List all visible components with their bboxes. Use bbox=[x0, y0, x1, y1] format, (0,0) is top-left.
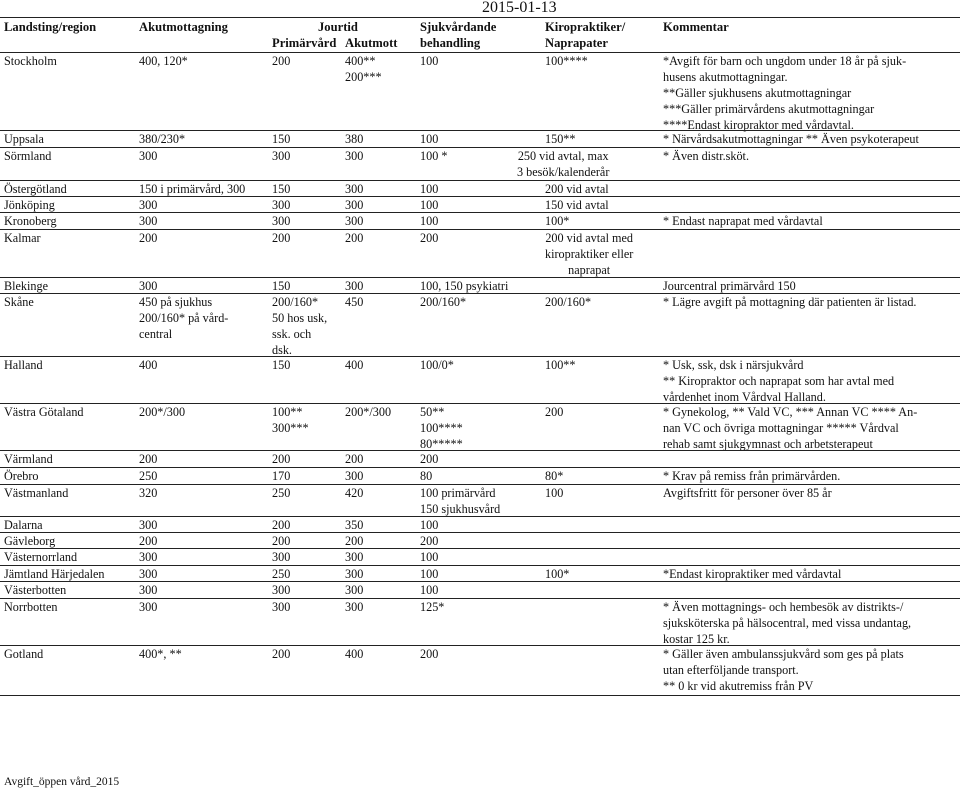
cell-jourtid-primarvard: 200 bbox=[272, 452, 291, 466]
row-separator bbox=[0, 277, 960, 278]
cell-kiropraktiker: 150** bbox=[545, 132, 576, 146]
cell-region: Värmland bbox=[4, 452, 53, 466]
cell-akutmottagning: 400 bbox=[139, 358, 158, 372]
cell-sjukvardande-behandling: 100 bbox=[420, 182, 439, 196]
cell-region: Västmanland bbox=[4, 486, 69, 500]
cell-region: Gotland bbox=[4, 647, 44, 661]
cell-region: Örebro bbox=[4, 469, 39, 483]
cell-akutmottagning: 300 bbox=[139, 518, 158, 532]
cell-region: Västra Götaland bbox=[4, 405, 84, 419]
row-separator bbox=[0, 180, 960, 181]
cell-jourtid-akutmott: 300 bbox=[345, 469, 364, 483]
cell-sjukvardande-behandling: 200 bbox=[420, 534, 439, 548]
header-jourtid-akutmott: Akutmott bbox=[345, 36, 398, 50]
row-separator bbox=[0, 484, 960, 485]
cell-sjukvardande-behandling: 100, 150 psykiatri bbox=[420, 279, 509, 293]
header-jourtid-primarvard: Primärvård bbox=[272, 36, 337, 50]
cell-region: Sörmland bbox=[4, 149, 52, 163]
cell-sjukvardande-behandling: 100 bbox=[420, 550, 439, 564]
cell-region: Uppsala bbox=[4, 132, 44, 146]
row-separator bbox=[0, 532, 960, 533]
cell-region: Jönköping bbox=[4, 198, 55, 212]
cell-jourtid-akutmott: 300 bbox=[345, 567, 364, 581]
row-separator bbox=[0, 516, 960, 517]
cell-jourtid-akutmott: 380 bbox=[345, 132, 364, 146]
cell-sjukvardande-behandling: 200 bbox=[420, 647, 439, 661]
cell-sjukvardande-behandling: 80 bbox=[420, 469, 433, 483]
cell-jourtid-primarvard: 250 bbox=[272, 567, 291, 581]
cell-sjukvardande-behandling: 100 bbox=[420, 214, 439, 228]
cell-akutmottagning: 400, 120* bbox=[139, 54, 188, 68]
cell-kiropraktiker: 200 vid avtal med kiropraktiker eller naprapat bbox=[545, 231, 634, 277]
cell-kiropraktiker: 80* bbox=[545, 469, 564, 483]
cell-jourtid-primarvard: 150 bbox=[272, 132, 291, 146]
cell-jourtid-akutmott: 300 bbox=[345, 214, 364, 228]
cell-jourtid-primarvard: 300 bbox=[272, 600, 291, 614]
cell-kommentar: Jourcentral primärvård 150 bbox=[663, 279, 796, 293]
cell-jourtid-primarvard: 300 bbox=[272, 214, 291, 228]
header-jourtid: Jourtid bbox=[318, 20, 358, 34]
row-separator bbox=[0, 229, 960, 230]
cell-region: Stockholm bbox=[4, 54, 57, 68]
cell-kommentar: * Lägre avgift på mottagning där patienten är listad. bbox=[663, 295, 917, 309]
cell-sjukvardande-behandling: 100 * bbox=[420, 149, 448, 163]
header-akutmottagning: Akutmottagning bbox=[139, 20, 228, 34]
cell-jourtid-primarvard: 200/160* 50 hos usk, ssk. och dsk. bbox=[272, 295, 328, 357]
row-separator bbox=[0, 548, 960, 549]
cell-sjukvardande-behandling: 100 bbox=[420, 583, 439, 597]
cell-kommentar: *Avgift för barn och ungdom under 18 år på sjuk- husens akutmottagningar. **Gäller sjukhusens akutmottagningar ***Gäller primärvårdens akutmottagningar ****Endast kiropraktor med vårdavtal. bbox=[663, 54, 907, 132]
cell-jourtid-akutmott: 450 bbox=[345, 295, 364, 309]
cell-jourtid-akutmott: 300 bbox=[345, 279, 364, 293]
cell-kiropraktiker: 100** bbox=[545, 358, 576, 372]
cell-akutmottagning: 300 bbox=[139, 567, 158, 581]
row-separator bbox=[0, 467, 960, 468]
cell-region: Gävleborg bbox=[4, 534, 56, 548]
cell-sjukvardande-behandling: 100 bbox=[420, 518, 439, 532]
row-separator bbox=[0, 565, 960, 566]
cell-kiropraktiker: 100* bbox=[545, 567, 570, 581]
cell-akutmottagning: 200 bbox=[139, 231, 158, 245]
cell-akutmottagning: 300 bbox=[139, 583, 158, 597]
cell-kommentar: * Även distr.sköt. bbox=[663, 149, 749, 163]
row-separator bbox=[0, 147, 960, 148]
cell-region: Halland bbox=[4, 358, 43, 372]
cell-jourtid-primarvard: 200 bbox=[272, 54, 291, 68]
cell-region: Kronoberg bbox=[4, 214, 57, 228]
cell-akutmottagning: 400*, ** bbox=[139, 647, 182, 661]
cell-jourtid-akutmott: 200 bbox=[345, 231, 364, 245]
cell-jourtid-primarvard: 200 bbox=[272, 518, 291, 532]
cell-akutmottagning: 200*/300 bbox=[139, 405, 186, 419]
cell-region: Västernorrland bbox=[4, 550, 78, 564]
header-region: Landsting/region bbox=[4, 20, 97, 34]
row-separator bbox=[0, 450, 960, 451]
cell-kommentar: * Krav på remiss från primärvården. bbox=[663, 469, 841, 483]
cell-region: Norrbotten bbox=[4, 600, 58, 614]
cell-akutmottagning: 300 bbox=[139, 279, 158, 293]
cell-akutmottagning: 150 i primärvård, 300 bbox=[139, 182, 246, 196]
cell-jourtid-primarvard: 150 bbox=[272, 279, 291, 293]
cell-akutmottagning: 300 bbox=[139, 214, 158, 228]
header-kiropraktiker-naprapater: Kiropraktiker/ Naprapater bbox=[545, 20, 626, 50]
cell-jourtid-primarvard: 300 bbox=[272, 149, 291, 163]
cell-jourtid-akutmott: 300 bbox=[345, 149, 364, 163]
cell-akutmottagning: 300 bbox=[139, 550, 158, 564]
cell-kommentar: * Usk, ssk, dsk i närsjukvård ** Kiropraktor och naprapat som har avtal med vårdenhet inom Vårdval Halland. bbox=[663, 358, 895, 404]
cell-jourtid-primarvard: 200 bbox=[272, 647, 291, 661]
cell-kommentar: * Gynekolog, ** Vald VC, *** Annan VC **** An- nan VC och övriga mottagningar ***** Vårdval rehab samt sjukgymnast och arbetsterapeut bbox=[663, 405, 918, 451]
cell-jourtid-akutmott: 200*/300 bbox=[345, 405, 392, 419]
row-separator bbox=[0, 581, 960, 582]
cell-jourtid-primarvard: 200 bbox=[272, 534, 291, 548]
cell-sjukvardande-behandling: 100/0* bbox=[420, 358, 454, 372]
cell-sjukvardande-behandling: 200 bbox=[420, 452, 439, 466]
cell-kommentar: Avgiftsfritt för personer över 85 år bbox=[663, 486, 832, 500]
cell-sjukvardande-behandling: 200 bbox=[420, 231, 439, 245]
cell-akutmottagning: 320 bbox=[139, 486, 158, 500]
cell-jourtid-akutmott: 200 bbox=[345, 534, 364, 548]
cell-kiropraktiker: 100* bbox=[545, 214, 570, 228]
cell-region: Blekinge bbox=[4, 279, 49, 293]
cell-jourtid-akutmott: 400 bbox=[345, 647, 364, 661]
cell-sjukvardande-behandling: 200/160* bbox=[420, 295, 467, 309]
cell-akutmottagning: 300 bbox=[139, 198, 158, 212]
row-separator bbox=[0, 695, 960, 696]
row-separator bbox=[0, 645, 960, 646]
cell-kommentar: * Närvårdsakutmottagningar ** Även psykoterapeut bbox=[663, 132, 919, 146]
cell-sjukvardande-behandling: 100 primärvård 150 sjukhusvård bbox=[420, 486, 501, 516]
cell-kiropraktiker: 100 bbox=[545, 486, 564, 500]
cell-kiropraktiker: 250 vid avtal, max 3 besök/kalenderår bbox=[517, 149, 610, 179]
cell-jourtid-akutmott: 420 bbox=[345, 486, 364, 500]
cell-akutmottagning: 300 bbox=[139, 600, 158, 614]
cell-jourtid-primarvard: 170 bbox=[272, 469, 291, 483]
cell-akutmottagning: 300 bbox=[139, 149, 158, 163]
cell-jourtid-akutmott: 400** 200*** bbox=[345, 54, 382, 84]
cell-akutmottagning: 450 på sjukhus 200/160* på vård- central bbox=[139, 295, 229, 341]
cell-jourtid-primarvard: 300 bbox=[272, 198, 291, 212]
cell-sjukvardande-behandling: 100 bbox=[420, 132, 439, 146]
cell-region: Östergötland bbox=[4, 182, 67, 196]
cell-jourtid-primarvard: 100** 300*** bbox=[272, 405, 309, 435]
cell-region: Kalmar bbox=[4, 231, 41, 245]
cell-region: Skåne bbox=[4, 295, 34, 309]
row-separator bbox=[0, 293, 960, 294]
cell-sjukvardande-behandling: 125* bbox=[420, 600, 445, 614]
cell-kiropraktiker: 200/160* bbox=[545, 295, 592, 309]
cell-region: Västerbotten bbox=[4, 583, 67, 597]
cell-jourtid-primarvard: 150 bbox=[272, 182, 291, 196]
cell-jourtid-akutmott: 300 bbox=[345, 182, 364, 196]
cell-sjukvardande-behandling: 50** 100**** 80***** bbox=[420, 405, 463, 451]
cell-jourtid-akutmott: 300 bbox=[345, 583, 364, 597]
row-separator bbox=[0, 130, 960, 131]
cell-jourtid-primarvard: 250 bbox=[272, 486, 291, 500]
cell-kommentar: * Endast naprapat med vårdavtal bbox=[663, 214, 823, 228]
document-date: 2015-01-13 bbox=[482, 0, 557, 16]
cell-jourtid-akutmott: 300 bbox=[345, 550, 364, 564]
cell-jourtid-akutmott: 200 bbox=[345, 452, 364, 466]
cell-kommentar: * Gäller även ambulanssjukvård som ges på plats utan efterföljande transport. ** 0 kr vid akutremiss från PV bbox=[663, 647, 904, 693]
cell-region: Dalarna bbox=[4, 518, 43, 532]
cell-region: Jämtland Härjedalen bbox=[4, 567, 105, 581]
cell-kiropraktiker: 150 vid avtal bbox=[545, 198, 609, 212]
row-separator bbox=[0, 212, 960, 213]
cell-kommentar: *Endast kiropraktiker med vårdavtal bbox=[663, 567, 842, 581]
row-separator bbox=[0, 598, 960, 599]
cell-akutmottagning: 380/230* bbox=[139, 132, 186, 146]
cell-jourtid-primarvard: 200 bbox=[272, 231, 291, 245]
cell-akutmottagning: 200 bbox=[139, 534, 158, 548]
header-top-rule bbox=[0, 17, 960, 18]
cell-kiropraktiker: 200 bbox=[545, 405, 564, 419]
cell-jourtid-akutmott: 400 bbox=[345, 358, 364, 372]
cell-akutmottagning: 250 bbox=[139, 469, 158, 483]
cell-kiropraktiker: 200 vid avtal bbox=[545, 182, 609, 196]
row-separator bbox=[0, 403, 960, 404]
header-sjukvardande-behandling: Sjukvårdande behandling bbox=[420, 20, 497, 50]
cell-sjukvardande-behandling: 100 bbox=[420, 54, 439, 68]
cell-sjukvardande-behandling: 100 bbox=[420, 567, 439, 581]
cell-jourtid-primarvard: 300 bbox=[272, 583, 291, 597]
cell-jourtid-akutmott: 300 bbox=[345, 198, 364, 212]
cell-jourtid-primarvard: 150 bbox=[272, 358, 291, 372]
row-separator bbox=[0, 196, 960, 197]
cell-jourtid-akutmott: 350 bbox=[345, 518, 364, 532]
cell-akutmottagning: 200 bbox=[139, 452, 158, 466]
row-separator bbox=[0, 356, 960, 357]
cell-kiropraktiker: 100**** bbox=[545, 54, 588, 68]
cell-kommentar: * Även mottagnings- och hembesök av distrikts-/ sjuksköterska på hälsocentral, med vissa undantag, kostar 125 kr. bbox=[663, 600, 912, 646]
cell-jourtid-primarvard: 300 bbox=[272, 550, 291, 564]
cell-sjukvardande-behandling: 100 bbox=[420, 198, 439, 212]
header-kommentar: Kommentar bbox=[663, 20, 729, 34]
cell-jourtid-akutmott: 300 bbox=[345, 600, 364, 614]
footer-filename: Avgift_öppen vård_2015 bbox=[4, 776, 120, 788]
